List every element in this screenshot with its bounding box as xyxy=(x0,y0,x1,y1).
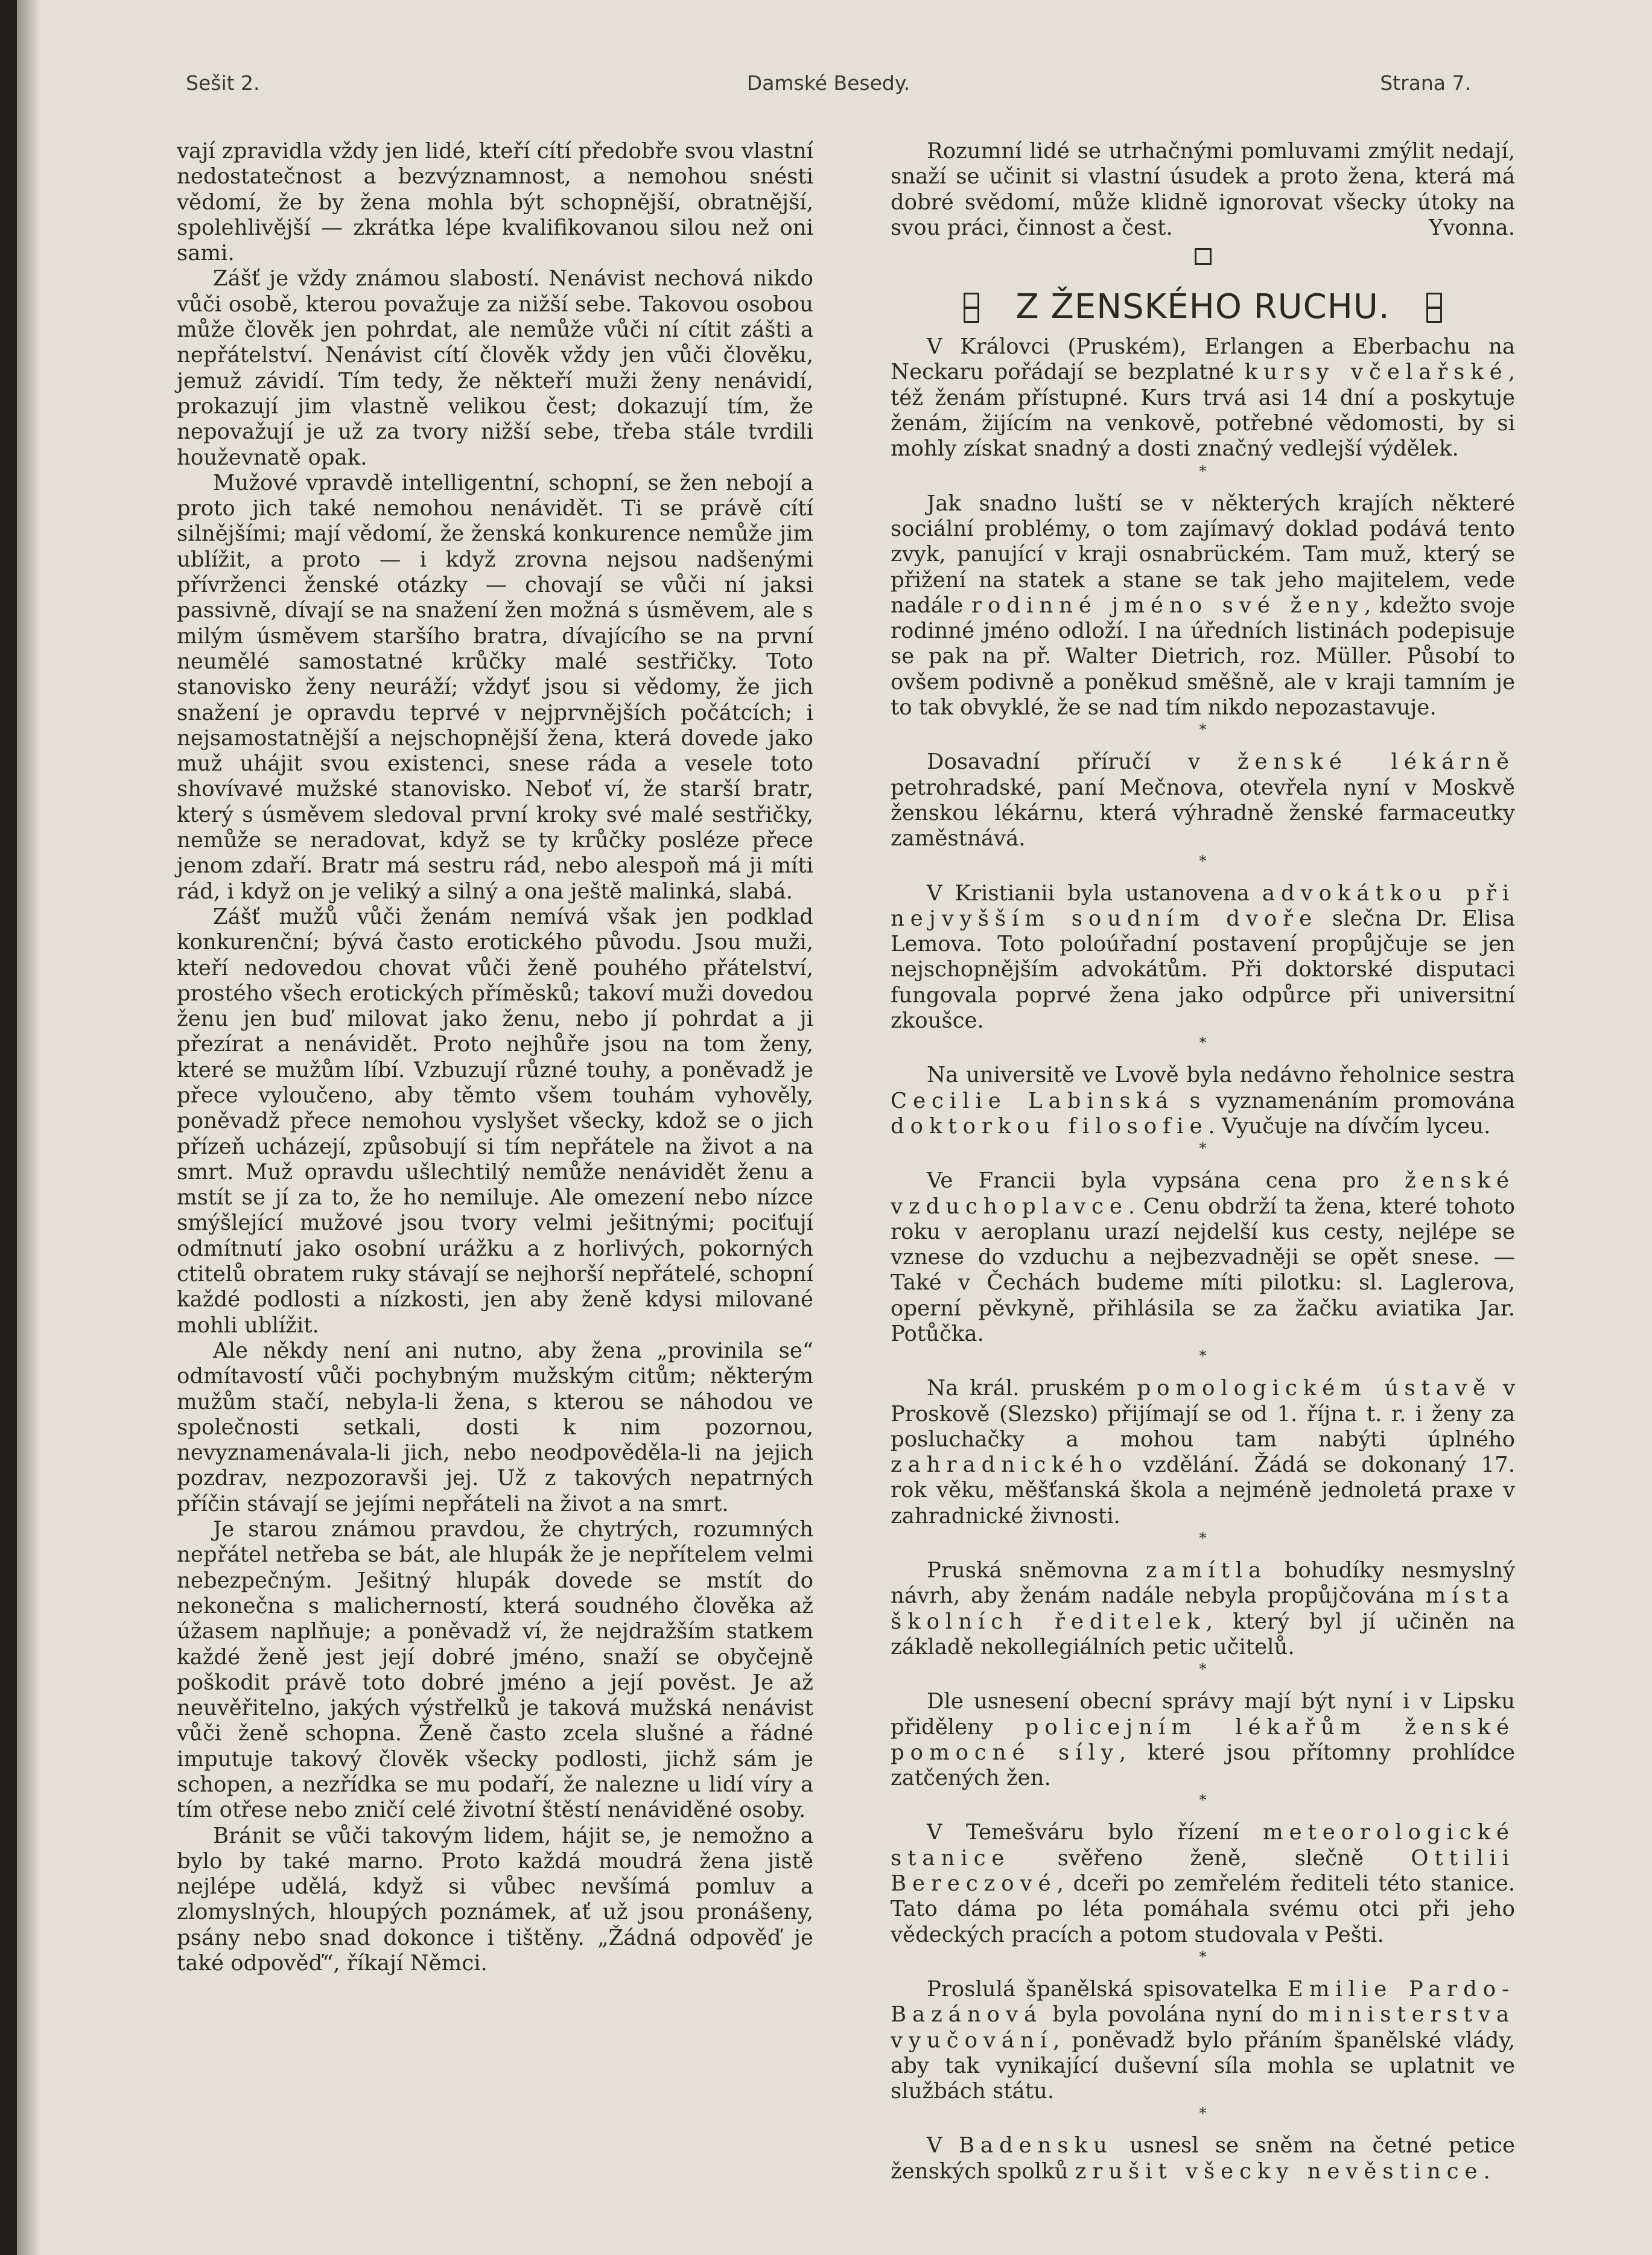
article-paragraph: vají zpravidla vždy jen lidé, kteří cítí předobře svou vlastní nedostatečnost a bezvýznamnost, a nemohou snésti vědomí, že by žena mohla být schopnější, obratnější, spolehlivější — zkrátka lépe kvalifikovanou silou než oni sami. xyxy=(177,139,813,266)
running-header xyxy=(186,71,1471,107)
section-heading xyxy=(891,286,1515,328)
square-ornament-icon xyxy=(1195,248,1212,265)
page-number: Strana 7. xyxy=(1380,71,1471,95)
author-signature: Yvonna. xyxy=(1428,215,1515,240)
magazine-title: Damské Besedy. xyxy=(746,71,910,95)
news-item: V Královci (Pruském), Erlangen a Eberbachu na Neckaru pořádají se bezplatné kursy včelařské, též ženám přístupné. Kurs trvá asi 14 dní a poskytuje ženám, žijícím na venkově, potřebné vědomosti, by si mohly získat snadný a dosti značný vedlejší výdělek. xyxy=(891,334,1515,462)
article-paragraph: Zášť mužů vůči ženám nemívá však jen podklad konkurenční; bývá často erotického původu. Jsou muži, kteří nedovedou chovat vůči ženě pouhého přátelství, prostého všech erotických příměsků; takoví muži dovedou ženu jen buď milovat jako ženu, nebo jí pohrdat a ji přezírat a nenávidět. Proto nejhůře jsou na tom ženy, které se mužům líbí. Vzbuzují různé touhy, a poněvadž je přece vyloučeno, aby těmto všem touhám vyhověly, poněvadž přece nemohou vyslyšet všecky, kdož se o jich přízeň ucházejí, způsobují si tím nepřátele na život a na smrt. Muž opravdu ušlechtilý nemůže nenávidět ženu a mstít se jí za to, že ho nemiluje. Ale omezení nebo nízce smýšlející mužové jsou tvory velmi ješitnými; pociťují odmítnutí jako osobní urážku a z horlivých, pokorných ctitelů obratem ruky stávají se nejhorší nepřátelé, schopní každé podlosti a nízkosti, jen aby ženě kdysi milované mohli ublížit. xyxy=(177,904,813,1338)
asterisk-separator: * xyxy=(1199,1792,1207,1809)
news-item: Dosavadní příručí v ženské lékárně petrohradské, paní Mečnova, otevřela nyní v Moskvě ženskou lékárnu, která výhradně ženské farmaceutky zaměstnává. xyxy=(891,749,1515,851)
news-item: Dle usnesení obecní správy mají být nyní i v Lipsku přiděleny policejním lékařům ženské pomocné síly, které jsou přítomny prohlídce zatčených žen. xyxy=(891,1689,1516,1791)
news-item: Na universitě ve Lvově byla nedávno řeholnice sestra Cecilie Labinská s vyznamenáním promována doktorkou filosofie. Vyučuje na dívčím lyceu. xyxy=(891,1063,1515,1139)
asterisk-separator: * xyxy=(1199,1661,1207,1678)
news-item: Na král. pruském pomologickém ústavě v Proskově (Slezsko) přijímají se od 1. října t. r. i ženy za posluchačky a mohou tam nabýti úplného zahradnického vzdělání. Žádá se dokonaný 17. rok věku, měšťanská škola a nejméně jednoletá praxe v zahradnické živnosti. xyxy=(891,1376,1515,1528)
news-item: V Kristianii byla ustanovena advokátkou při nejvyšším soudním dvoře slečna Dr. Elisa Lemova. Toto poloúřadní postavení propůjčuje se jen nejschopnějším advokátům. Při doktorské disputaci fungovala poprvé žena jako odpůrce při universitní zkoušce. xyxy=(891,880,1515,1034)
news-item: Pruská sněmovna zamítla bohudíky nesmyslný návrh, aby ženám nadále nebyla propůjčována místa školních ředitelek, který byl jí učiněn na základě nekollegiálních petic učitelů. xyxy=(891,1558,1515,1659)
asterisk-separator: * xyxy=(1199,2105,1207,2122)
section-title: Z ŽENSKÉHO RUCHU. xyxy=(1015,287,1390,327)
asterisk-separator: * xyxy=(1199,1530,1207,1547)
closing-text: Rozumní lidé se utrhačnými pomluvami zmýlit nedají, snaží se učinit si vlastní úsudek a proto žena, která má dobré svědomí, může klidně ignorovat všecky útoky na svou práci, činnost a čest. xyxy=(891,139,1515,240)
ornament-icon xyxy=(1426,291,1442,323)
news-item: V Temešváru bylo řízení meteorologické stanice svěřeno ženě, slečně Ottilii Bereczové, dceři po zemřelém řediteli této stanice. Tato dáma po léta pomáhala svému otci při jeho vědeckých pracích a potom studovala v Pešti. xyxy=(891,1820,1515,1947)
asterisk-separator: * xyxy=(1199,1140,1207,1157)
article-closing-paragraph xyxy=(891,139,1515,241)
article-paragraph: Je starou známou pravdou, že chytrých, rozumných nepřátel netřeba se bát, ale hlupák že je nepřítelem velmi nebezpečným. Ješitný hlupák dovede se mstít do nekonečna s malicherností, která soudného člověka až úžasem naplňuje; a poněvadž ví, že nejdražším statkem každé ženě jest její dobré jméno, snaží se obyčejně poškodit právě toto dobré jméno a její pověst. Je až neuvěřitelno, jakých výstřelků je taková mužská nenávist vůči ženě schopna. Ženě často zcela slušné a řádné imputuje takový člověk všecky podlosti, jichž sám je schopen, a nezřídka se mu podaří, že nalezne u lidí víry a tím otřese nebo zničí celé životní štěstí nenáviděné osoby. xyxy=(177,1517,813,1823)
article-paragraph: Zášť je vždy známou slabostí. Nenávist nechová nikdo vůči osobě, kterou považuje za nižší sebe. Takovou osobou může člověk jen pohrdat, ale nemůže vůči ní cítit zášti a nepřátelství. Nenávist cítí člověk vždy jen vůči člověku, jemuž závidí. Tím tedy, že někteří muži ženy nenávidí, prokazují jim vlastně velikou čest; dokazují tím, že nepovažují je už za tvory nižší sebe, třeba stále tvrdili houževnatě opak. xyxy=(177,266,813,470)
article-paragraph: Bránit se vůči takovým lidem, hájit se, je nemožno a bylo by také marno. Proto každá moudrá žena jistě nejlépe udělá, když si vůbec nevšímá pomluv a zlomyslných, hloupých poznámek, ať už jsou pronášeny, psány nebo snad dokonce i tištěny. „Žádná odpověď je také odpověď“, říkají Němci. xyxy=(177,1823,813,1976)
ornament-icon xyxy=(964,291,979,323)
newspaper-page xyxy=(17,0,1652,2255)
news-item: Ve Francii byla vypsána cena pro ženské vzduchoplavce. Cenu obdrží ta žena, které tohoto roku v aeroplanu urazí nejdelší kus cesty, nejlépe se vznese do vzduchu a nejbezvadněji se opět snese. — Také v Čechách budeme míti pilotku: sl. Laglerova, operní pěvkyně, přihlásila se za žačku aviatika Jar. Potůčka. xyxy=(891,1168,1515,1346)
article-paragraph: Ale někdy není ani nutno, aby žena „provinila se“ odmítavostí vůči pochybným mužským citům; některým mužům stačí, nebyla-li žena, s kterou se náhodou ve společnosti setkali, dosti k nim pozornou, nevyznamenávala-li jich, nebo neodpověděla-li na jejich pozdrav, nezpozoravši jej. Už z takových nepatrných příčin stávají se jejími nepřáteli na život a na smrt. xyxy=(177,1338,813,1516)
asterisk-separator: * xyxy=(1199,1347,1207,1365)
issue-number: Sešit 2. xyxy=(186,71,260,95)
asterisk-separator: * xyxy=(1199,1034,1207,1052)
article-separator xyxy=(891,243,1515,270)
news-item: Jak snadno luští se v některých krajích některé sociální problémy, o tom zajímavý doklad podává tento zvyk, panující v kraji osnabrückém. Tam muž, který se přižení na statek a stane se tak jeho majitelem, vede nadále rodinné jméno své ženy, kdežto svoje rodinné jméno odloží. I na úředních listinách podepisuje se pak na př. Walter Dietrich, roz. Müller. Působí to ovšem podivně a poněkud směšně, ale v kraji tamním je to tak obvyklé, že se nad tím nikdo nepozastavuje. xyxy=(891,491,1515,720)
asterisk-separator: * xyxy=(1199,721,1207,739)
right-column xyxy=(891,139,1515,2184)
asterisk-separator: * xyxy=(1199,462,1207,480)
news-item: V Badensku usnesl se sněm na četné petice ženských spolků zrušit všecky nevěstince. xyxy=(891,2133,1516,2184)
news-item: Proslulá španělská spisovatelka Emilie Pardo-Bazánová byla povolána nyní do ministerstva vyučování, poněvadž bylo přáním španělské vlády, aby tak vynikající duševní síla mohla se uplatnit ve službách státu. xyxy=(891,1976,1516,2104)
asterisk-separator: * xyxy=(1199,1948,1207,1965)
left-column-article xyxy=(177,139,813,1976)
article-paragraph: Mužové vpravdě intelligentní, schopní, se žen nebojí a proto jich také nemohou nenávidět. Ti se právě cítí silnějšími; mají vědomí, že ženská konkurence nemůže jim ublížit, a proto — i když zrovna nejsou nadšenými přívrženci ženské otázky — chovají se vůči ní jaksi passivně, dívají se na snažení žen možná s úsměvem, ale s milým úsměvem staršího bratra, dívajícího se na první neumělé samostatné krůčky malé sestřičky. Toto stanovisko ženy neuráží; vždyť jsou si vědomy, že jich snažení je opravdu teprvé v nejprvnějších počátcích; i nejsamostatnější a nejschopnější žena, která dovede jako muž uhájit svou existenci, snese ráda a vesele toto shovívavé mužské stanovisko. Neboť ví, že starší bratr, který s úsměvem sledoval první kroky své malé sestřičky, nemůže se neradovat, když se ty krůčky posléze přece jenom zdaří. Bratr má sestru rád, nebo alespoň má ji míti rád, i když on je veliký a silný a ona ještě malinká, slabá. xyxy=(177,470,813,904)
asterisk-separator: * xyxy=(1199,852,1207,870)
binding-shadow xyxy=(17,0,41,2255)
